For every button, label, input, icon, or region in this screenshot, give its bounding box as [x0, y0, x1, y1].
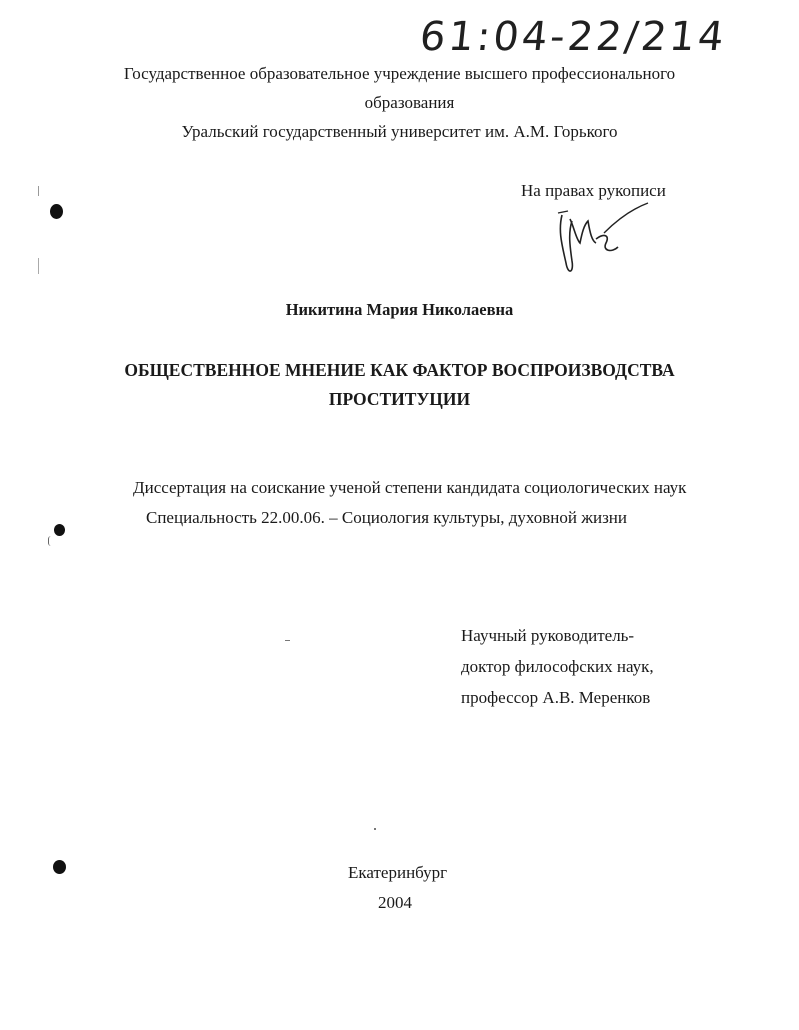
thesis-title-line-2: ПРОСТИТУЦИИ [328, 389, 471, 409]
scan-hole-mark [50, 204, 63, 219]
scan-speck [38, 186, 39, 196]
thesis-title-line-1: ОБЩЕСТВЕННОЕ МНЕНИЕ КАК ФАКТОР ВОСПРОИЗВОДСТВА [124, 360, 675, 380]
supervisor-line-1: Научный руководитель- [461, 626, 635, 645]
scan-speck [374, 828, 376, 830]
scan-hole-mark [54, 524, 65, 536]
scan-speck [38, 258, 39, 274]
institution-line-3: Уральский государственный университет им. А.М. Горького [181, 122, 618, 141]
signature-icon [548, 193, 658, 283]
scan-hole-mark [53, 860, 66, 874]
institution-line-1: Государственное образовательное учреждение высшего профессионального [123, 64, 676, 83]
scan-speck [48, 536, 51, 546]
supervisor-line-3: профессор А.В. Меренков [461, 688, 651, 707]
degree-line-1: Диссертация на соискание ученой степени кандидата социологических наук [133, 478, 687, 497]
author-name: Никитина Мария Николаевна [285, 300, 514, 319]
degree-line-2: Специальность 22.00.06. – Социология культуры, духовной жизни [146, 508, 628, 527]
archive-code-handwritten: 61:04-22/214 [417, 14, 729, 60]
institution-line-2: образования [364, 93, 455, 112]
supervisor-line-2: доктор философских наук, [461, 657, 654, 676]
year: 2004 [378, 893, 412, 912]
manuscript-rights: На правах рукописи [521, 181, 666, 200]
city: Екатеринбург [348, 863, 448, 882]
scan-speck [285, 640, 290, 641]
